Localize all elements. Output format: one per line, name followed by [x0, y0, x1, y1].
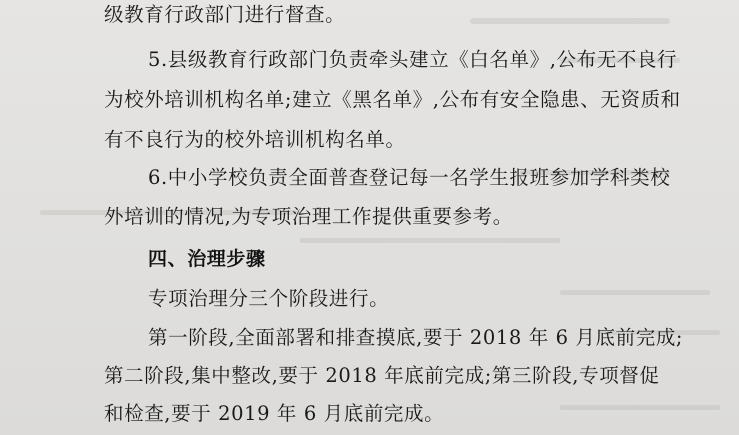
text-line-6: 外培训的情况,为专项治理工作提供重要参考。 [104, 205, 513, 228]
text-line-3: 为校外培训机构名单;建立《黑名单》,公布有安全隐患、无资质和 [104, 88, 681, 111]
text-line-8: 专项治理分三个阶段进行。 [148, 287, 390, 310]
section-heading: 四、治理步骤 [148, 248, 266, 270]
text-line-5: 6.中小学校负责全面普查登记每一名学生报班参加学科类校 [148, 166, 671, 189]
text-line-2: 5.县级教育行政部门负责牵头建立《白名单》,公布无不良行 [148, 48, 678, 71]
text-line-9: 第一阶段,全面部署和排查摸底,要于 2018 年 6 月底前完成; [148, 326, 684, 349]
text-line-11: 和检查,要于 2019 年 6 月底前完成。 [104, 402, 445, 425]
text-line-1: 级教育行政部门进行督查。 [104, 3, 346, 26]
text-line-4: 有不良行为的校外培训机构名单。 [104, 128, 406, 151]
text-line-10: 第二阶段,集中整改,要于 2018 年底前完成;第三阶段,专项督促 [104, 364, 660, 387]
